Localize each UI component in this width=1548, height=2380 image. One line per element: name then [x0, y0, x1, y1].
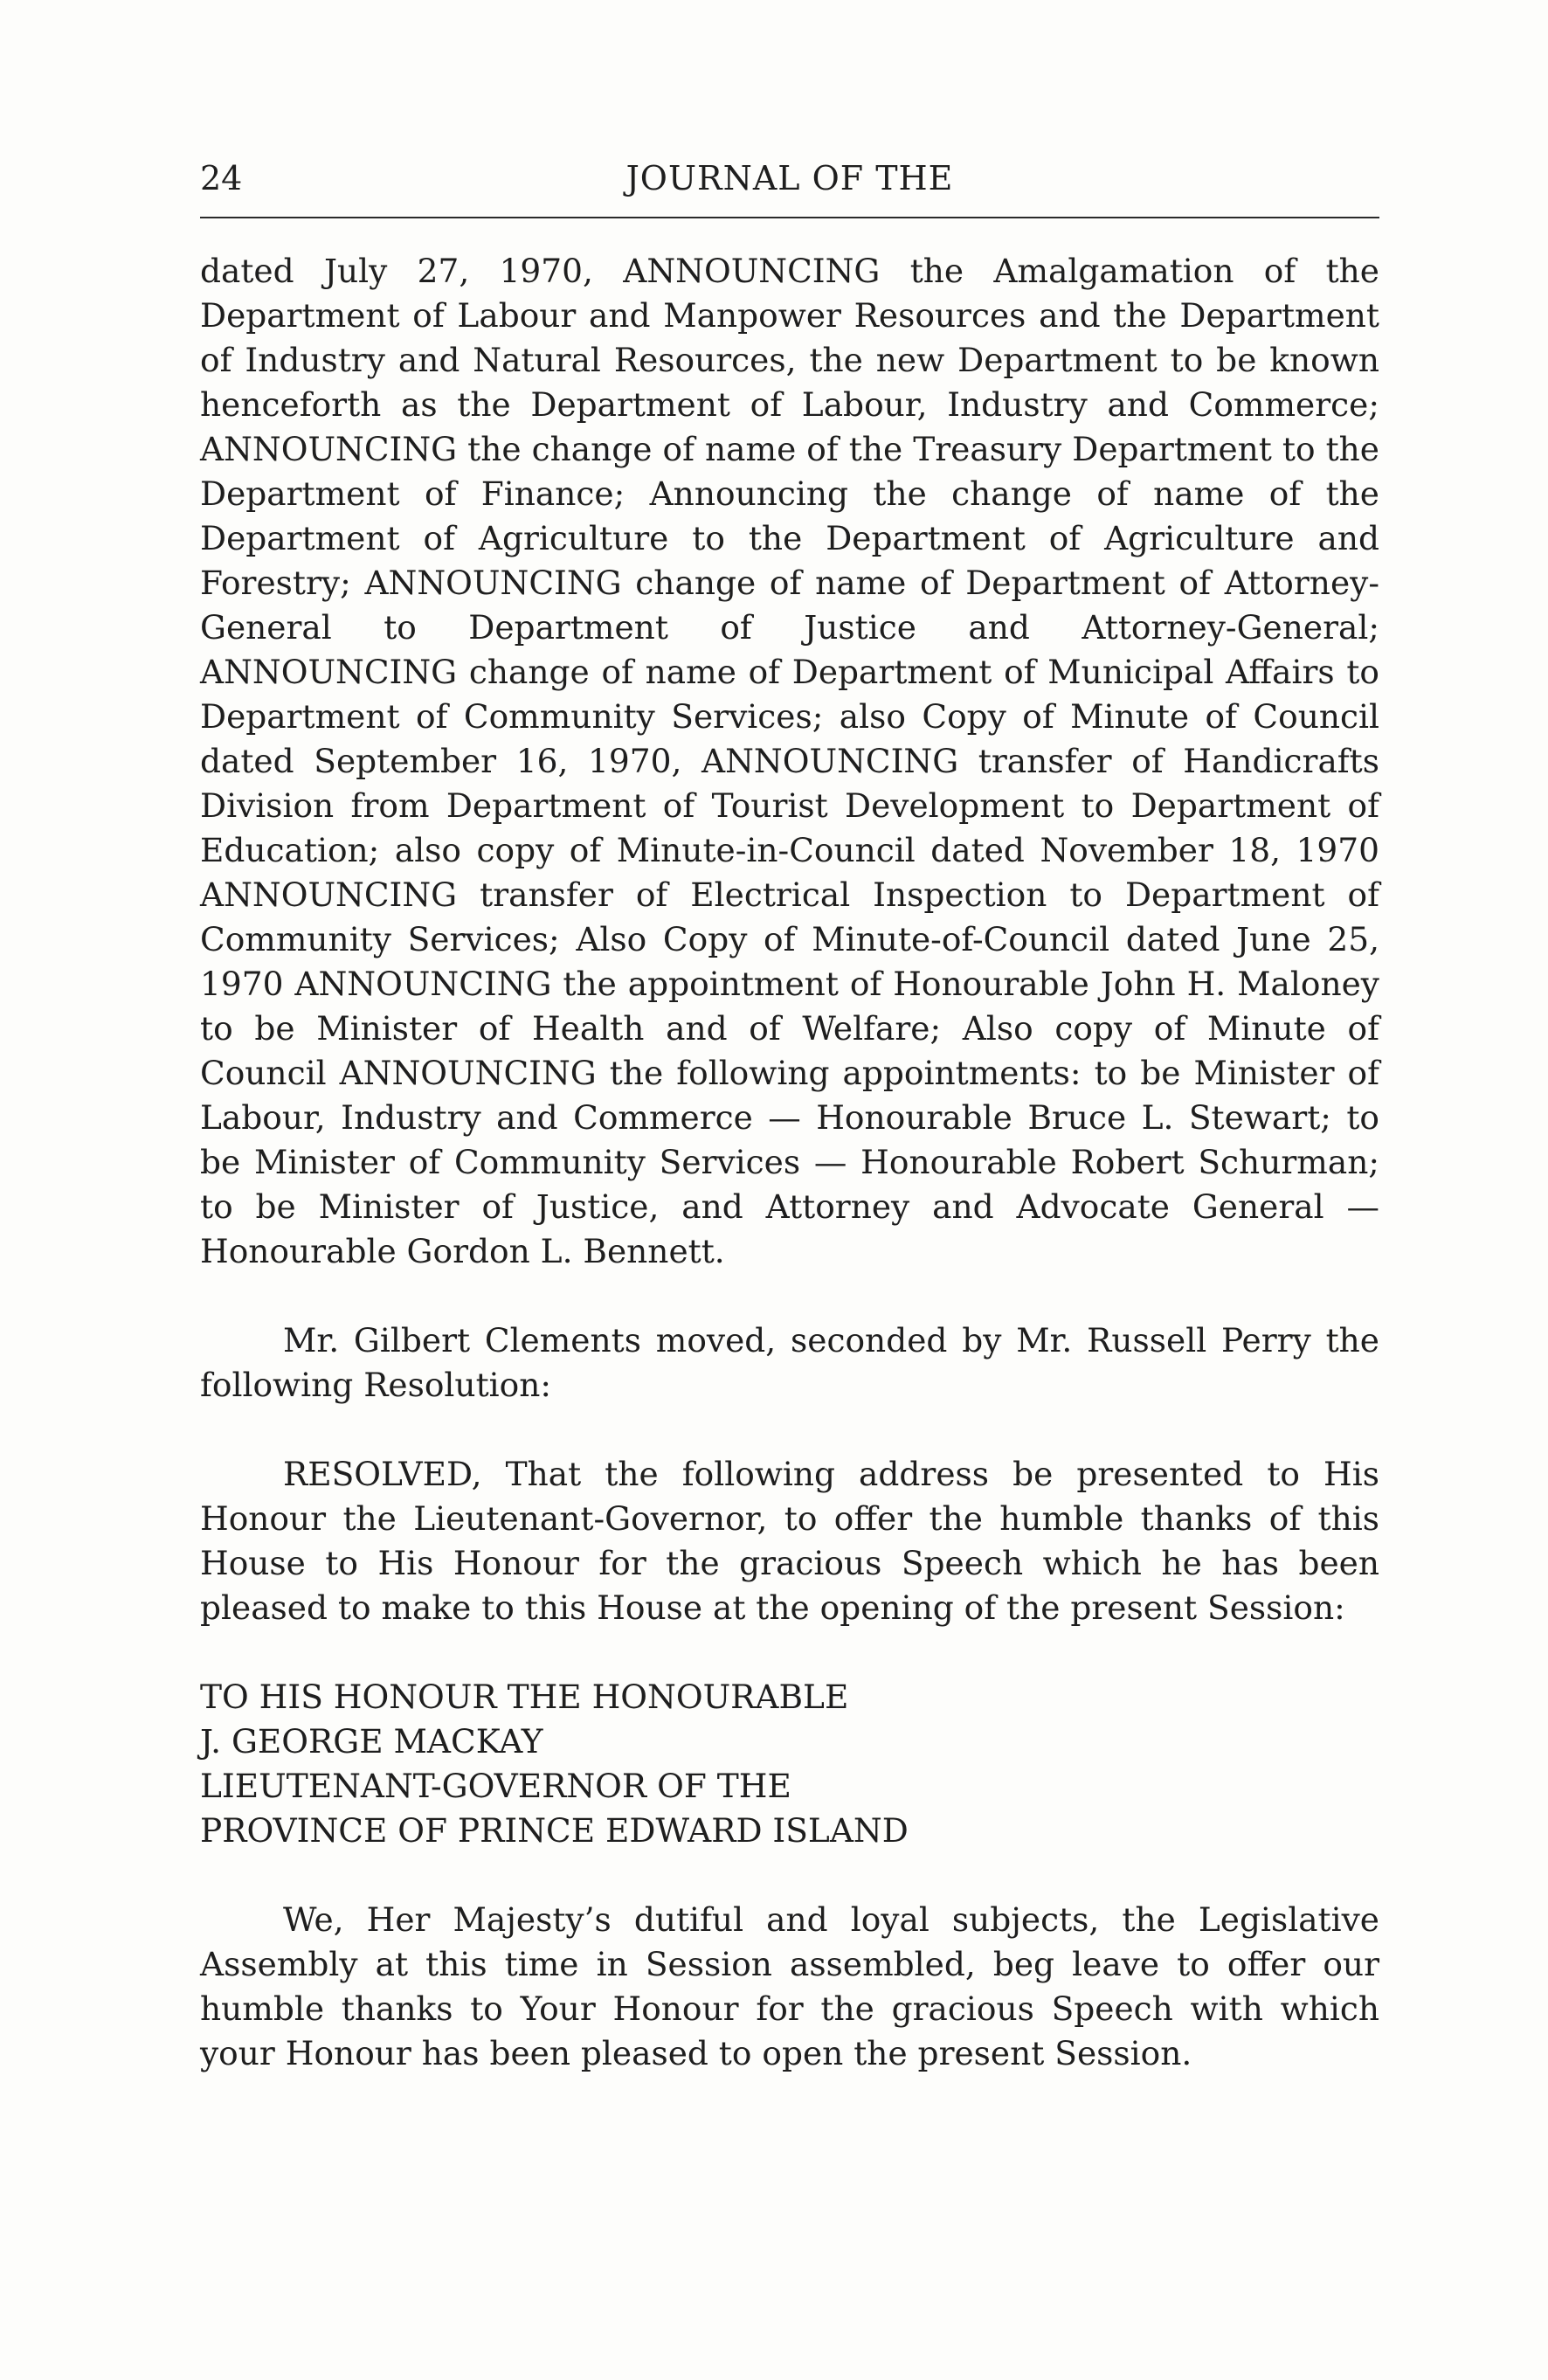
page-number: 24	[200, 159, 243, 197]
address-line: J. GEORGE MACKAY	[200, 1722, 543, 1761]
address-line: PROVINCE OF PRINCE EDWARD ISLAND	[200, 1811, 909, 1850]
address-line: LIEUTENANT-GOVERNOR OF THE	[200, 1767, 791, 1805]
running-head	[200, 157, 1379, 199]
header-rule	[200, 217, 1379, 218]
paragraph-announcements: dated July 27, 1970, ANNOUNCING the Amalgamation of the Department of Labour and Manpower Resources and the Department of Industry and Natural Resources, the new Department to be known henceforth as the Department of Labour, Industry and Commerce; ANNOUNCING the change of name of the Treasury Department to the Department of Finance; Announcing the change of name of the Department of Agriculture to the Department of Agriculture and Forestry; ANNOUNCING change of name of Department of Attorney-General to Department of Justice and Attorney-General; ANNOUNCING change of name of Department of Municipal Affairs to Department of Community Services; also Copy of Minute of Council dated September 16, 1970, ANNOUNCING transfer of Handicrafts Division from Department of Tourist Development to Department of Education; also copy of Minute-in-Council dated November 18, 1970 ANNOUNCING transfer of Electrical Inspection to Department of Community Services; Also Copy of Minute-of-Council dated June 25, 1970 ANNOUNCING the appointment of Honourable John H. Maloney to be Minister of Health and of Welfare; Also copy of Minute of Council ANNOUNCING the following appointments: to be Minister of Labour, Industry and Commerce — Honourable Bruce L. Stewart; to be Minister of Community Services — Honourable Robert Schurman; to be Minister of Justice, and Attorney and Advocate General — Honourable Gordon L. Bennett.	[200, 252, 1379, 1270]
paragraph-motion: Mr. Gilbert Clements moved, seconded by Mr. Russell Perry the following Resolution:	[200, 1321, 1379, 1404]
address-line: TO HIS HONOUR THE HONOURABLE	[200, 1678, 849, 1716]
journal-body	[200, 249, 1379, 2076]
paragraph-address-text: We, Her Majesty’s dutiful and loyal subjects, the Legislative Assembly at this time in Session assembled, beg leave to offer our humble thanks to Your Honour for the gracious Speech with which your Honour has been pleased to open the present Session.	[200, 1900, 1379, 2072]
paragraph-resolution: RESOLVED, That the following address be presented to His Honour the Lieutenant-Governor, to offer the humble thanks of this House to His Honour for the gracious Speech which he has been pleased to make to this House at the opening of the present Session:	[200, 1455, 1379, 1627]
journal-title: JOURNAL OF THE	[625, 159, 954, 197]
address-heading	[200, 1675, 1379, 1853]
